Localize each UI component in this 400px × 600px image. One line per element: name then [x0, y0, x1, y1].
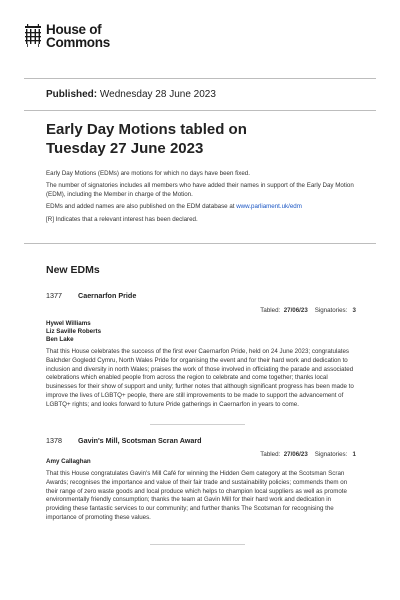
edm-sponsors [46, 458, 356, 466]
edm-meta [260, 307, 356, 314]
logo-line-2: Commons [46, 34, 110, 50]
section-title: New EDMs [46, 264, 100, 276]
edm-separator [150, 544, 245, 545]
header-divider [24, 78, 376, 79]
edm-database-link[interactable]: www.parliament.uk/edm [236, 203, 302, 211]
tabled-label: Tabled: [260, 307, 281, 314]
intro-paragraph-2: The number of signatories includes all members who have added their names in support of the Early Day Motion (EDM), including the Member in charge of the Motion. [46, 182, 354, 199]
tabled-label: Tabled: [260, 451, 281, 458]
signatories-count: 1 [352, 451, 356, 458]
edm-separator [150, 424, 245, 425]
logo-line-1: House of [46, 22, 102, 37]
edm-header [46, 291, 356, 300]
tabled-date: 27/06/23 [283, 307, 308, 314]
intro-paragraph-1: Early Day Motions (EDMs) are motions for which no days have been fixed. [46, 170, 250, 177]
sponsor-name: Liz Saville Roberts [46, 328, 102, 335]
house-of-commons-logo [24, 24, 110, 49]
edm-title: Gavin's Mill, Scotsman Scran Award [78, 436, 202, 445]
intro-paragraph-3 [46, 203, 366, 212]
edm-motion-text: That this House celebrates the success of the first ever Caernarfon Pride, held on 24 June 2023; congratulates Balchder Gogledd Cymru, North Wales Pride for organising the event and for their hard work and dedication to inclusion and diversity in north Wales; praises the work of those involved in officiating the parade and associated celebrations which enabled people from across the region to celebrate and come together; thanks local businesses for their show of support and unity; further notes that although significant progress has been made to improve the lives of LGBTQ+ people, there are still improvements to be made to support the advancement of LGBTQ+ rights; and looks forward to future Pride gatherings in Caernarfon in years to come. [46, 348, 354, 408]
signatories-count: 3 [352, 307, 356, 314]
edm-title: Caernarfon Pride [78, 291, 137, 300]
page-title [46, 120, 247, 158]
intro-paragraph-3-text: EDMs and added names are also published on the EDM database at [46, 203, 237, 211]
edm-number: 1377 [46, 291, 62, 300]
published-divider [24, 110, 376, 111]
edm-item-1377 [46, 291, 356, 410]
signatories-label: Signatories: [314, 451, 348, 458]
published-date: Wednesday 28 June 2023 [99, 89, 216, 100]
signatories-label: Signatories: [314, 307, 348, 314]
sponsor-name: Ben Lake [46, 336, 74, 343]
published-line [46, 89, 216, 100]
edm-header [46, 436, 356, 445]
tabled-date: 27/06/23 [283, 451, 308, 458]
title-line-1: Early Day Motions tabled on [46, 121, 247, 138]
edm-sponsors [46, 320, 356, 344]
edm-motion-text: That this House congratulates Gavin's Mill Café for winning the Hidden Gem category at the Scotsman Scran Awards; recognises the importance and value of their fair trade and sustainability policies; commends them on their range of zero waste goods and local produce which helps to champion local suppliers as well as promote environmentally friendly consumption; thanks the team at Gavin Mill for their hard work and dedication in providing these fantastic services to our community; and further thanks The Scotsman for recognising the importance of promoting these values. [46, 470, 348, 521]
title-line-2: Tuesday 27 June 2023 [46, 140, 204, 157]
edm-meta [260, 451, 356, 458]
edm-number: 1378 [46, 436, 62, 445]
sponsor-name: Amy Callaghan [46, 458, 91, 465]
logo-wordmark [46, 24, 110, 49]
sponsor-name: Hywel Williams [46, 320, 91, 327]
edm-item-1378 [46, 436, 356, 523]
published-label: Published: [46, 89, 98, 100]
intro-paragraph-4: [R] Indicates that a relevant interest has been declared. [46, 215, 198, 223]
intro-divider [24, 243, 376, 244]
intro-text [46, 170, 366, 228]
portcullis-icon [24, 24, 42, 48]
